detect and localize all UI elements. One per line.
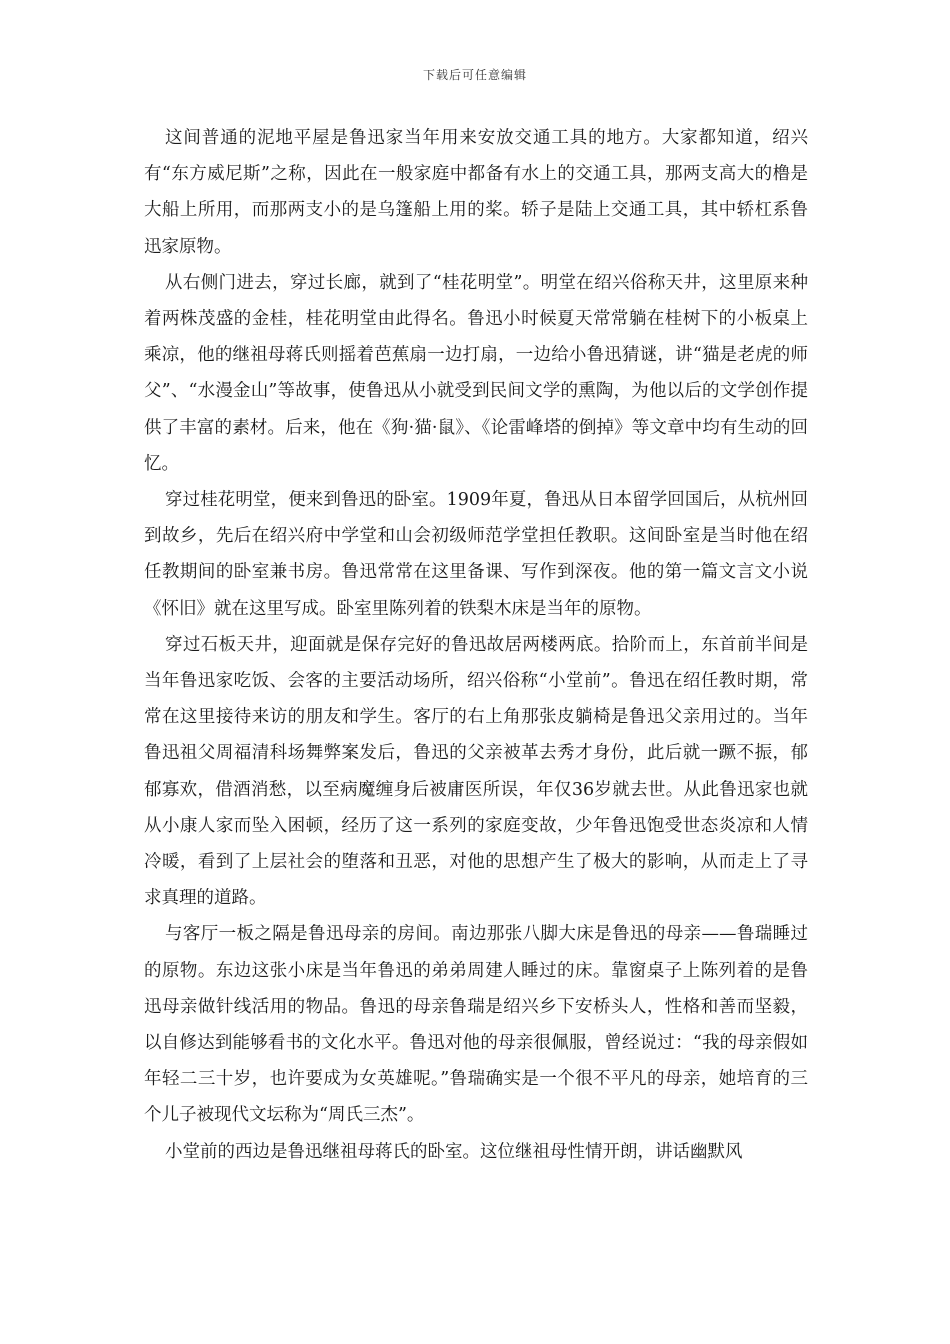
page-header: 下载后可任意编辑 [422,68,527,82]
paragraph-grandmother-room: 小堂前的西边是鲁迅继祖母蒋氏的卧室。这位继祖母性情开朗，讲话幽默风 [165,1141,743,1162]
paragraph-small-hall: 穿过石板天井，迎面就是保存完好的鲁迅故居两楼两底。拾阶而上，东首前半间是当年鲁迅家吃饭、会客的主要活动场所，绍兴俗称“小堂前”。鲁迅在绍任教时期，常常在这里接待来访的朋友和学生。客厅的右上角那张皮躺椅是鲁迅父亲用过的。当年鲁迅祖父周福清科场舞弊案发后，鲁迅的父亲被革去秀才身份，此后就一蹶不振，郁郁寡欢，借酒消愁，以至病魔缠身后被庸医所误，年仅36岁就去世。从此鲁迅家也就从小康人家而坠入困顿，经历了这一系列的家庭变故，少年鲁迅饱受世态炎凉和人情冷暖，看到了上层社会的堕落和丑恶，对他的思想产生了极大的影响，从而走上了寻求真理的道路。 [144,634,808,909]
paragraph-transport-room: 这间普通的泥地平屋是鲁迅家当年用来安放交通工具的地方。大家都知道，绍兴有“东方威尼斯”之称，因此在一般家庭中都备有水上的交通工具，那两支高大的橹是大船上所用，而那两支小的是乌篷船上用的桨。轿子是陆上交通工具，其中轿杠系鲁迅家原物。 [144,128,808,257]
paragraph-mother-room: 与客厅一板之隔是鲁迅母亲的房间。南边那张八脚大床是鲁迅的母亲——鲁瑞睡过的原物。东边这张小床是当年鲁迅的弟弟周建人睡过的床。靠窗桌子上陈列着的是鲁迅母亲做针线活用的物品。鲁迅的母亲鲁瑞是绍兴乡下安桥头人，性格和善而坚毅，以自修达到能够看书的文化水平。鲁迅对他的母亲很佩服，曾经说过：“我的母亲假如年轻二三十岁，也许要成为女英雄呢。”鲁瑞确实是一个很不平凡的母亲，她培育的三个儿子被现代文坛称为“周氏三杰”。 [144,924,808,1126]
paragraph-osmanthus-courtyard: 从右侧门进去，穿过长廊，就到了“桂花明堂”。明堂在绍兴俗称天井，这里原来种着两株茂盛的金桂，桂花明堂由此得名。鲁迅小时候夏天常常躺在桂树下的小板桌上乘凉，他的继祖母蒋氏则摇着芭蕉扇一边打扇，一边给小鲁迅猜谜，讲“猫是老虎的师父”、“水漫金山”等故事，使鲁迅从小就受到民间文学的熏陶，为他以后的文学创作提供了丰富的素材。后来，他在《狗·猫·鼠》、《论雷峰塔的倒掉》等文章中均有生动的回忆。 [144,272,808,474]
paragraph-bedroom: 穿过桂花明堂，便来到鲁迅的卧室。1909年夏，鲁迅从日本留学回国后，从杭州回到故乡，先后在绍兴府中学堂和山会初级师范学堂担任教职。这间卧室是当时他在绍任教期间的卧室兼书房。鲁迅常常在这里备课、写作到深夜。他的第一篇文言文小说《怀旧》就在这里写成。卧室里陈列着的铁梨木床是当年的原物。 [144,490,808,619]
body-text [144,120,808,1170]
